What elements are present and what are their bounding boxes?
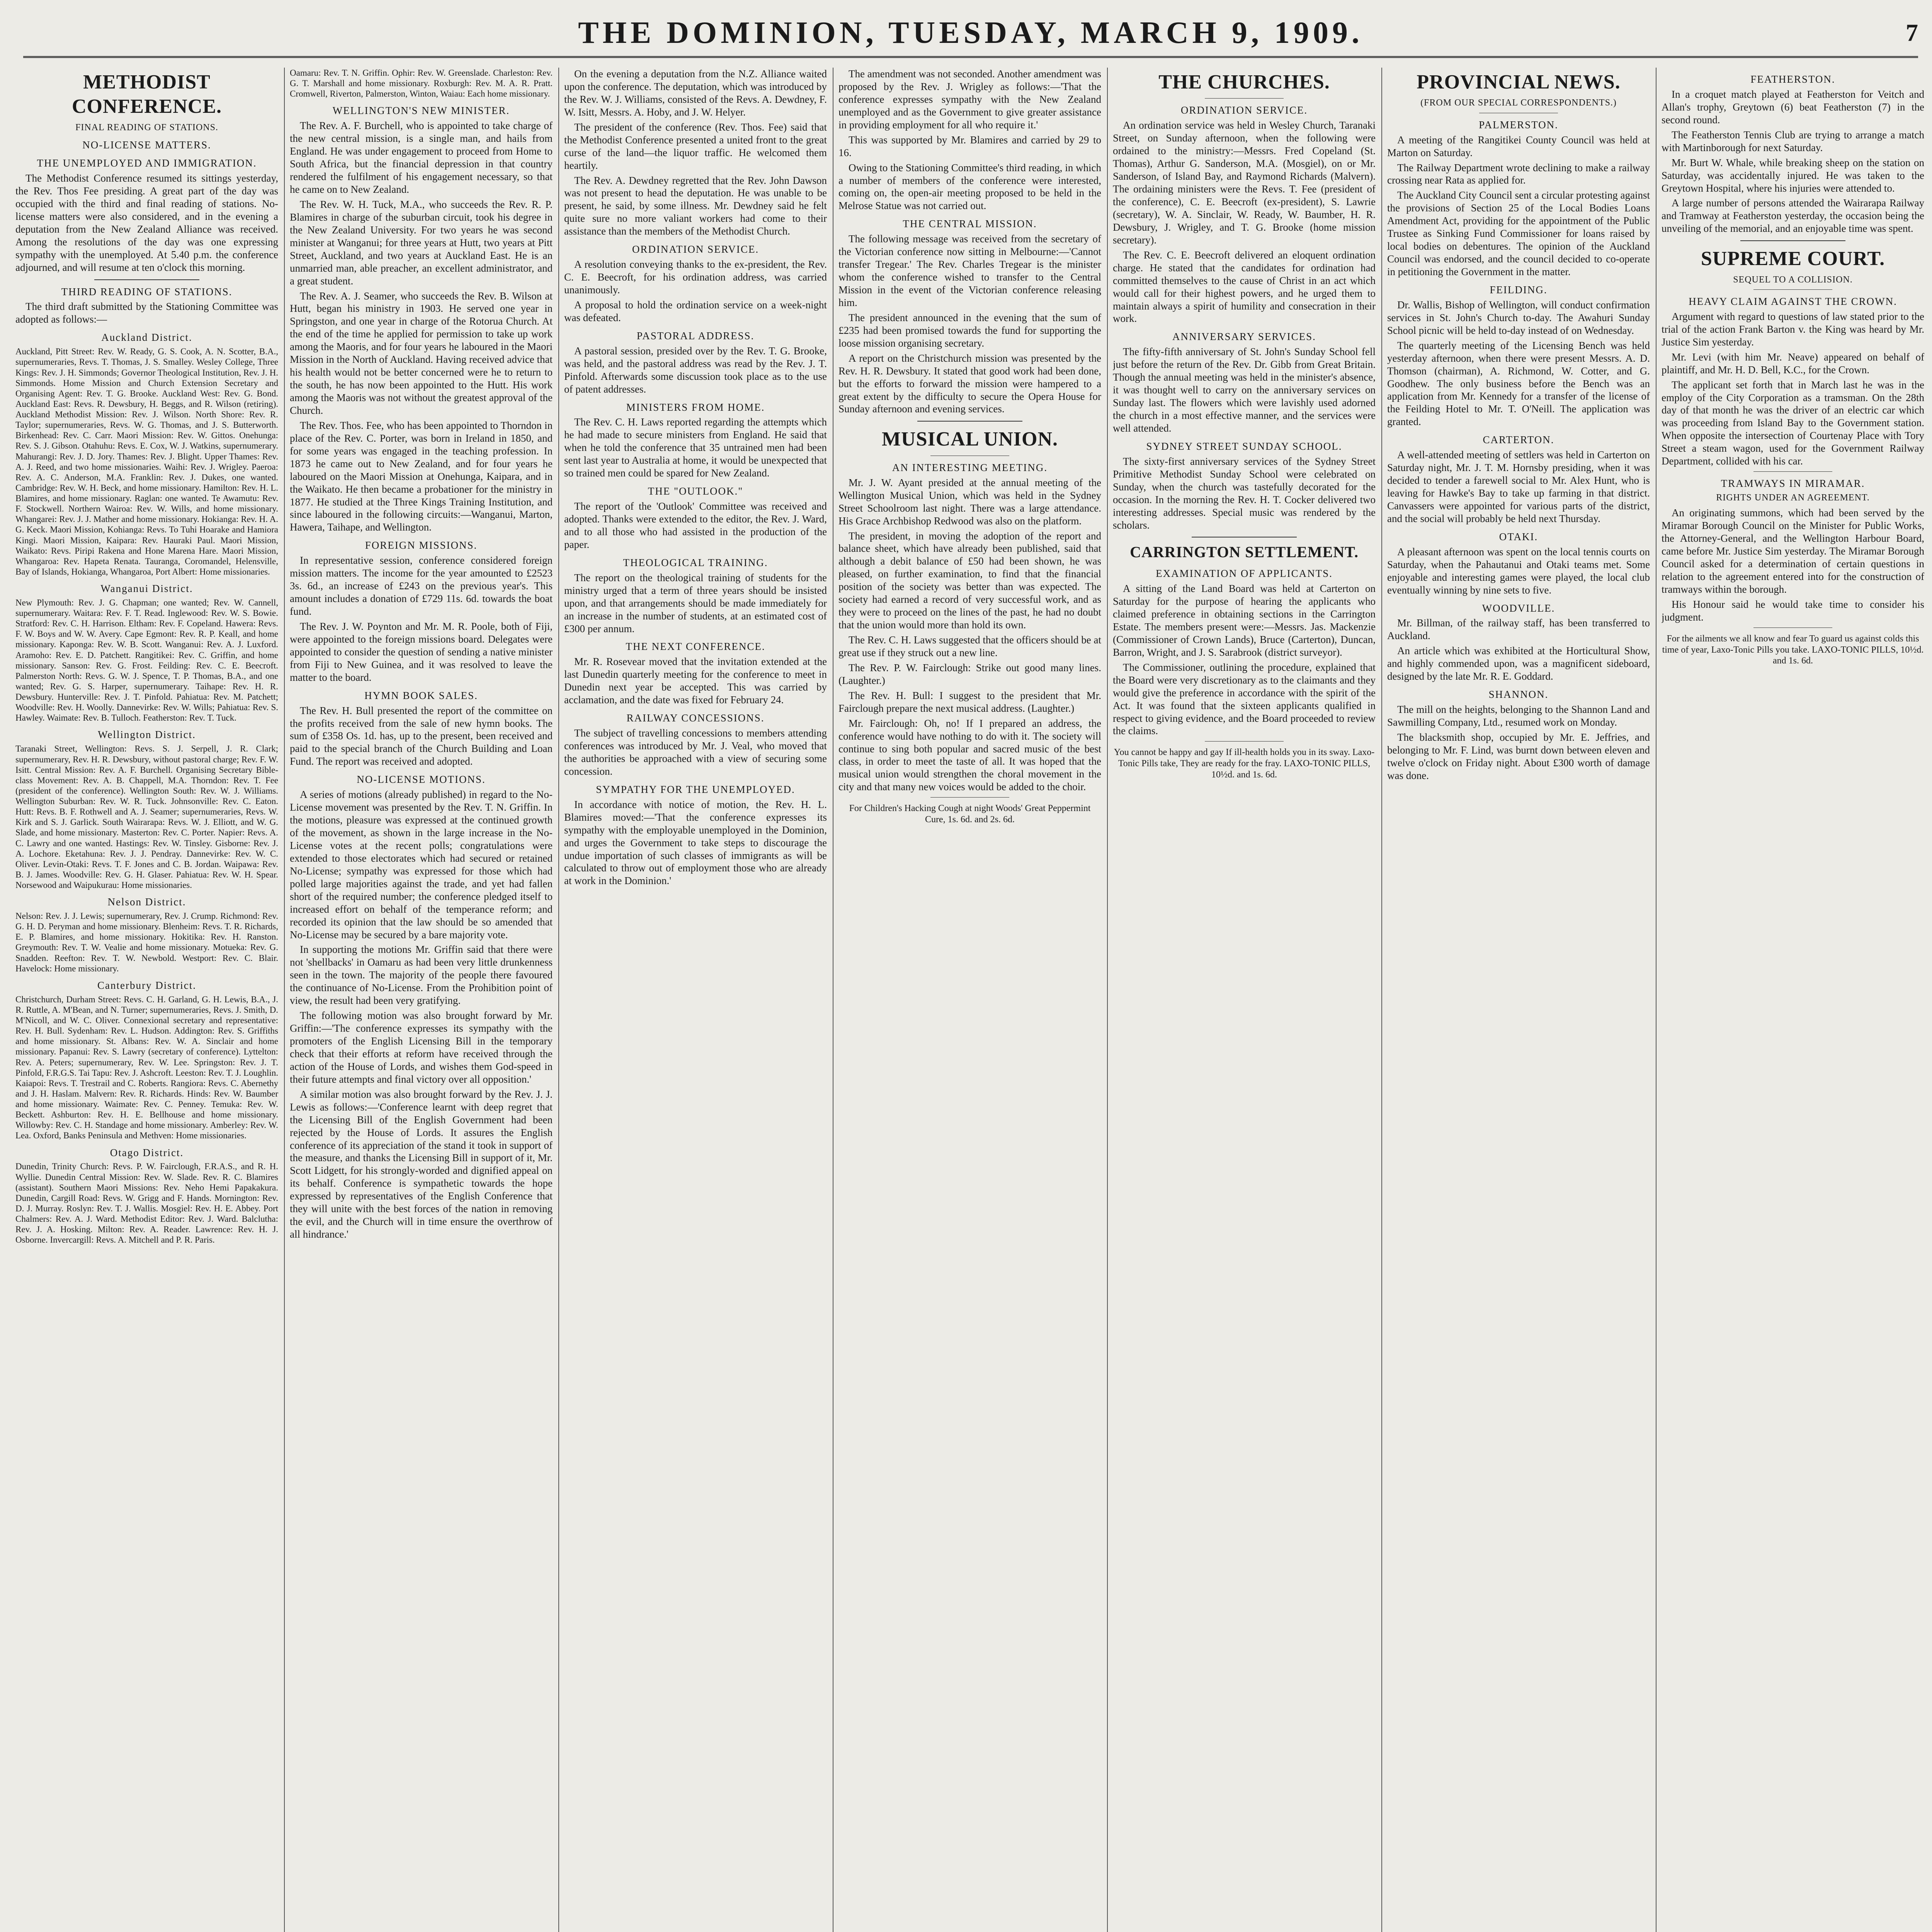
headline-the-churches: THE CHURCHES. (1158, 71, 1330, 93)
paragraph: An ordination service was held in Wesley Church, Taranaki Street, on Sunday afternoon, when the following were ordained to the ministry:—Messrs. Fred Copeland (St. Thomas), Arthur G. Sanderson, M.A. (Mosgiel), on or Mr. Sanderson, of Island Bay, and Raymond Richards (Malvern). The ordaining ministers were the Revs. T. Fee (president of the conference), C. E. Beecroft (ex-president), S. Lawrie (secretary), W. A. Sinclair, W. Ready, W. Baumber, H. R. Dewsbury, J. Wrigley, and T. G. Brooke (home mission secretary). (1113, 119, 1376, 246)
section-heading: THIRD READING OF STATIONS. (61, 286, 233, 298)
divider-rule (94, 279, 199, 280)
town-heading: FEATHERSTON. (1750, 73, 1835, 85)
column-divider (1381, 68, 1382, 1932)
masthead-rule (23, 56, 1918, 58)
town-heading: OTAKI. (1499, 531, 1538, 543)
headline-carrington-settlement: CARRINGTON SETTLEMENT. (1130, 543, 1359, 561)
paragraph: The president, in moving the adoption of the report and balance sheet, which have already been published, said that although a debit balance of £50 had been shown, he was pleased, on further examination, to find that the financial position of the society was better than was expected. The society had earned a record of very successful work, and as they were to proceed on the lines of the past, he had no doubt that the union would more than hold its own. (838, 530, 1101, 631)
column-6 (1387, 68, 1650, 1932)
divider-rule (1205, 741, 1284, 742)
subhead-agreement: RIGHTS UNDER AN AGREEMENT. (1716, 493, 1870, 503)
subhead-collision: SEQUEL TO A COLLISION. (1733, 274, 1853, 285)
advertisement: You cannot be happy and gay If ill-health holds you in its sway. Laxo-Tonic Pills take, They are ready for the fray. LAXO-TONIC PILLS, 10½d. and 1s. 6d. (1114, 747, 1375, 780)
column-divider (284, 68, 285, 1932)
paragraph: The Rev. C. H. Laws reported regarding the attempts which he had made to secure ministers from England. He said that when he told the conference that 35 untrained men had been sent last year to Australia at home, it would be unexpected that so trained men could be spared for New Zealand. (564, 416, 827, 479)
section-heading: FOREIGN MISSIONS. (365, 539, 478, 551)
paragraph: The third draft submitted by the Stationing Committee was adopted as follows:— (15, 301, 278, 325)
paragraph: Dr. Wallis, Bishop of Wellington, will conduct confirmation services in St. John's Church to-day. The Awahuri Sunday School picnic will be held to-day instead of on Wednesday. (1387, 299, 1650, 336)
paragraph: Nelson: Rev. J. J. Lewis; supernumerary, Rev. J. Crump. Richmond: Rev. G. H. D. Peryman and home missionary. Blenheim: Revs. T. R. Richards, E. P. Blamires, and home missionary. Hokitika: Rev. H. Ranston. Greymouth: Rev. T. W. Vealie and home missionary. Motueka: Rev. G. Snadden. Reefton: Rev. T. W. Newbold. Westport: Rev. C. Blair. Havelock: Home missionary. (15, 911, 278, 973)
paragraph: Mr. J. W. Ayant presided at the annual meeting of the Wellington Musical Union, which was held in the Sydney Street Schoolroom last night. There was a large attendance. His Grace Archbishop Redwood was also on the platform. (838, 476, 1101, 527)
paragraph: A similar motion was also brought forward by the Rev. J. J. Lewis as follows:—'Conference learnt with deep regret that the Licensing Bill of the English Government had been rejected by the House of Lords. It assures the English conference of its appreciation of the stand it took in support of the measure, and thanks the Licensing Bill in support of it, Mr. Scott Lidgett, for his strongly-worded and dignified appeal on its behalf. Conference is sympathetic towards the hope expressed by representatives of the English Conference that they will unite with the best forces of the nation in removing the evil, and the Church will in time ensure the overthrow of all hindrance.' (290, 1088, 553, 1240)
paragraph: Argument with regard to questions of law stated prior to the trial of the action Frank Barton v. the King was heard by Mr. Justice Sim yesterday. (1662, 310, 1924, 348)
district-heading: Canterbury District. (97, 979, 196, 991)
paragraph: A pastoral session, presided over by the Rev. T. G. Brooke, was held, and the pastoral address was read by the Rev. J. T. Pinfold. Afterwards some discussion took place as to the use of patent addresses. (564, 345, 827, 395)
paragraph: The Rev. A. J. Seamer, who succeeds the Rev. B. Wilson at Hutt, began his ministry in 1903. He served one year in Springston, and one year in charge of the Rotorua Church. At the end of the time he applied for permission to take up work among the Maoris, and for four years he laboured in the Maori Mission in the North of Auckland. Having received advice that his health would not be better concerned were he to return to the south, he has now been appointed to the Hutt. His work among the Maoris was not without the greatest approval of the Church. (290, 290, 553, 416)
paragraph: The Rev. A. Dewdney regretted that the Rev. John Dawson was not present to head the deputation. He was unable to be present, he said, by some illness. Mr. Dewdney said he felt quite sure no more valiant workers had come to their assistance than the members of the Methodist Church. (564, 174, 827, 237)
paragraph: The Featherston Tennis Club are trying to arrange a match with Martinborough for next Saturday. (1662, 129, 1924, 153)
paragraph: The following motion was also brought forward by Mr. Griffin:—'The conference expresses its sympathy with the promoters of the English Licensing Bill in the temporary check that their efforts at reform have received through the action of the House of Lords, and wishes them God-speed in their future attempts and final victory over all opposition.' (290, 1010, 553, 1085)
paragraph: In representative session, conference considered foreign mission matters. The income for the year amounted to £2523 3s. 6d., an increase of £243 on the previous year's. This amount includes a donation of £729 11s. 6d. towards the boat fund. (290, 554, 553, 617)
divider-rule (930, 797, 1009, 798)
section-heading: THE UNEMPLOYED AND IMMIGRATION. (37, 157, 257, 169)
district-heading: Nelson District. (107, 896, 186, 908)
paragraph: A series of motions (already published) in regard to the No-License movement was presented by the Rev. T. N. Griffin. In the motions, pleasure was expressed at the continued growth of the movement, as shown in the large increase in the No-License votes at the recent polls; congratulations were extended to those electorates which had secured or retained No-License; sympathy was expressed for those which had polled large majorities against the trade, and yet had fallen short of the required number; the conference pledged itself to increased effort on behalf of the temperance reform; and recorded its opinion that the law should be so amended that No-License may be secured by a bare majority vote. (290, 789, 553, 940)
divider-rule (1205, 98, 1284, 99)
section-heading: THE CENTRAL MISSION. (903, 218, 1037, 230)
paragraph: Mr. Burt W. Whale, while breaking sheep on the station on Saturday, was accidentally injured. He was taken to the Greytown Hospital, where his injuries were attended to. (1662, 156, 1924, 194)
paragraph: Mr. Fairclough: Oh, no! If I prepared an address, the conference would have nothing to do with it. The society will continue to sing both popular and sacred music of the best class, in order to meet the taste of all. It was hoped that the musical union would strengthen the choral movement in the city and that many new voices would be added to the choir. (838, 717, 1101, 793)
paragraph: A report on the Christchurch mission was presented by the Rev. H. R. Dewsbury. It stated that good work had been done, but the efforts to forward the mission were hampered to a great extent by the difficulty to secure the Opera House for Sunday afternoon and evening services. (838, 352, 1101, 415)
paragraph: In supporting the motions Mr. Griffin said that there were not 'shellbacks' in Oamaru as had been very little drunkenness seen in the town. The majority of the people there favoured the continuance of No-License. From the Prohibition point of view, the result had been very gratifying. (290, 944, 553, 1007)
subhead-final-reading: FINAL READING OF STATIONS. (75, 122, 218, 133)
paragraph: The quarterly meeting of the Licensing Bench was held yesterday afternoon, when there were present Messrs. A. D. Thomson (chairman), A. Richmond, W. Cotter, and G. Goodhew. The only business before the Bench was an application from Mr. Kennedy for a transfer of the license of the Feilding Hotel to Mr. T. O'Neill. The application was granted. (1387, 339, 1650, 428)
page-number: 7 (1906, 19, 1918, 46)
paragraph: Owing to the Stationing Committee's third reading, in which a number of members of the conference were interested, coming on, the open-air meeting proposed to be held in the Melrose Statue was not carried out. (838, 162, 1101, 212)
paragraph: A sitting of the Land Board was held at Carterton on Saturday for the purpose of hearing the applicants who claimed preference in obtaining sections in the Carrington Estate. The members present were:—Messrs. Jas. Mackenzie (Commissioner of Crown Lands), Bruce (Carterton), Duncan, Barron, Wright, and J. S. Sarabrook (district surveyor). (1113, 583, 1376, 658)
column-divider (558, 68, 559, 1932)
column-1 (15, 68, 278, 1932)
paragraph: Dunedin, Trinity Church: Revs. P. W. Fairclough, F.R.A.S., and R. H. Wyllie. Dunedin Central Mission: Rev. W. Slade. Rev. R. C. Blamires (assistant). Southern Maori Missions: Rev. Neho Hemi Papakakura. Dunedin, Cargill Road: Revs. W. Grigg and F. Hands. Mornington: Rev. D. J. Murray. Roslyn: Rev. T. J. Wallis. Mosgiel: Rev. H. E. Abbey. Port Chalmers: Rev. A. J. Ward. Methodist Editor: Rev. J. Ward. Balclutha: Rev. J. A. Hosking. Milton: Rev. A. Reader. Lawrence: Rev. H. J. Osborne. Invercargill: Revs. A. Mitchell and P. R. Paris. (15, 1162, 278, 1245)
paragraph: Oamaru: Rev. T. N. Griffin. Ophir: Rev. W. Greenslade. Charleston: Rev. G. T. Marshall and home missionary. Roxburgh: Rev. M. A. R. Pratt. Cromwell, Riverton, Palmerston, Winton, Waiau: Each home missionary. (290, 68, 553, 99)
paragraph: The Rev. H. Bull presented the report of the committee on the profits received from the sale of new hymn books. The sum of £358 Os. 1d. has, up to the present, been received and paid to the special branch of the Church Building and Loan Fund. The report was received and adopted. (290, 704, 553, 767)
paragraph: The sixty-first anniversary services of the Sydney Street Primitive Methodist Sunday School were celebrated on Sunday, when the church was tastefully decorated for the occasion. In the morning the Rev. H. T. Cocker delivered two interesting addresses. Special music was rendered by the scholars. (1113, 455, 1376, 531)
divider-rule (1740, 240, 1845, 241)
paragraph: This was supported by Mr. Blamires and carried by 29 to 16. (838, 134, 1101, 158)
section-heading: WELLINGTON'S NEW MINISTER. (332, 105, 510, 117)
paragraph: Mr. Levi (with him Mr. Neave) appeared on behalf of plaintiff, and Mr. H. D. Bell, K.C., for the Crown. (1662, 351, 1924, 376)
paragraph: A well-attended meeting of settlers was held in Carterton on Saturday night, Mr. J. T. M. Hornsby presiding, when it was decided to tender a farewell social to Mr. Alex Hunt, who is leaving for Hawke's Bay to take up farming in that district. Canvassers were appointed for various parts of the district, and the social will probably be held next Thursday. (1387, 449, 1650, 524)
district-heading: Wanganui District. (100, 583, 193, 595)
paragraph: An article which was exhibited at the Horticultural Show, and highly commended upon, was a magnificent sideboard, designed by the late Mr. R. E. Goddard. (1387, 645, 1650, 682)
headline-methodist-conference: METHODIST CONFERENCE. (71, 71, 222, 118)
section-heading: PASTORAL ADDRESS. (636, 330, 755, 342)
paragraph: The applicant set forth that in March last he was in the employ of the City Corporation as a tramsman. On the 28th day of that month he was the driver of an electric car which was proceeding from Island Bay to the Government station. When opposite the intersection of Courtenay Place with Tory Street a steam wagon, used for the Government Railway Department, collided with his car. (1662, 379, 1924, 467)
paragraph: The president of the conference (Rev. Thos. Fee) said that the Methodist Conference presented a united front to the great curse of the land—the liquor traffic. He welcomed them heartily. (564, 121, 827, 171)
section-heading: THEOLOGICAL TRAINING. (623, 556, 768, 568)
headline-supreme-court: SUPREME COURT. (1701, 248, 1885, 270)
paragraph: The mill on the heights, belonging to the Shannon Land and Sawmilling Company, Ltd., resumed work on Monday. (1387, 704, 1650, 728)
divider-rule (1753, 289, 1832, 290)
paragraph: Mr. R. Rosevear moved that the invitation extended at the last Dunedin quarterly meeting for the conference to meet in Dunedin next year be accepted. This was carried by acclamation, and the date was fixed for February 24. (564, 656, 827, 706)
town-heading: WOODVILLE. (1482, 602, 1555, 614)
masthead-title: THE DOMINION, TUESDAY, MARCH 9, 1909. (578, 16, 1363, 50)
column-2 (290, 68, 553, 1932)
paragraph: His Honour said he would take time to consider his judgment. (1662, 598, 1924, 623)
paragraph: The fifty-fifth anniversary of St. John's Sunday School fell just before the return of the Rev. Dr. Gibb from Great Britain. Though the annual meeting was held in the minister's absence, it was thought well to carry on the anniversary services on Sunday last. The flowers which were lavishly used adorned the church in a most effective manner, and the services were well attended. (1113, 346, 1376, 434)
section-heading: HEAVY CLAIM AGAINST THE CROWN. (1689, 295, 1897, 307)
section-heading: ORDINATION SERVICE. (1180, 104, 1308, 116)
paragraph: The amendment was not seconded. Another amendment was proposed by the Rev. J. Wrigley as follows:—'That the conference expresses sympathy with the New Zealand unemployed and as the Government to give greater assistance in providing employment for all who require it.' (838, 68, 1101, 131)
divider-rule (1753, 471, 1832, 472)
paragraph: The subject of travelling concessions to members attending conferences was introduced by Mr. J. Veal, who moved that the authorities be approached with a view of securing some concession. (564, 727, 827, 777)
headline-musical-union: MUSICAL UNION. (881, 428, 1058, 451)
paragraph: New Plymouth: Rev. J. G. Chapman; one wanted; Rev. W. Cannell, supernumerary. Waitara: Rev. F. T. Read. Inglewood: Rev. W. S. Bowie. Stratford: Rev. C. H. Harrison. Eltham: Rev. F. Copeland. Hawera: Revs. F. W. Boys and W. W. Avery. Cape Egmont: Rev. R. P. Keall, and home missionary. Kaponga: Rev. W. B. Scott. Wanganui: Rev. A. J. Luxford. Aramoho: Rev. E. D. Patchett. Rangitikei: Rev. C. Griffin, and home missionary. Sanson: Rev. G. Frost. Feilding: Rev. C. E. Beecroft. Palmerston North: Revs. G. W. J. Spence, T. P. Thomas, B.A., and one wanted; Rev. G. S. Harper, supernumerary. Taihape: Rev. H. R. Dewsbury. Hunterville: Rev. J. T. Pinfold. Pahiatua: Rev. M. Patchett; Woodville: Rev. H. Woolly. Dannevirke: Rev. W. Wills; Pahiatua: Rev. S. Hawley. Waimate: Rev. B. Tulloch. Featherston: Rev. T. Tuck. (15, 597, 278, 723)
column-4 (838, 68, 1101, 1932)
subhead-correspondents: (FROM OUR SPECIAL CORRESPONDENTS.) (1420, 98, 1617, 108)
section-heading: EXAMINATION OF APPLICANTS. (1156, 568, 1333, 580)
paragraph: The following message was received from the secretary of the Victorian conference now sitting in Melbourne:—'Cannot transfer Tregear.' The Rev. Charles Tregear is the minister whom the conference wished to transfer to the Central Mission in the event of the Victorian conference releasing him. (838, 233, 1101, 308)
paragraph: In a croquet match played at Featherston for Veitch and Allan's trophy, Greytown (6) beat Featherston (7) in the second round. (1662, 88, 1924, 126)
section-heading: ANNIVERSARY SERVICES. (1172, 331, 1316, 343)
section-heading: NO-LICENSE MATTERS. (82, 139, 211, 151)
paragraph: The Railway Department wrote declining to make a railway crossing near Rata as applied for. (1387, 162, 1650, 186)
section-heading: AN INTERESTING MEETING. (892, 461, 1048, 473)
section-heading: NO-LICENSE MOTIONS. (357, 774, 486, 786)
paragraph: The Rev. H. Bull: I suggest to the president that Mr. Fairclough prepare the next musical address. (Laughter.) (838, 689, 1101, 714)
paragraph: The president announced in the evening that the sum of £235 had been promised towards the fund for supporting the loose mission organising secretary. (838, 311, 1101, 349)
section-heading: THE NEXT CONFERENCE. (626, 641, 765, 653)
town-heading: SHANNON. (1488, 689, 1549, 701)
section-heading: HYMN BOOK SALES. (364, 689, 478, 701)
paragraph: On the evening a deputation from the N.Z. Alliance waited upon the conference. The deputation, which was introduced by the Rev. W. J. Williams, consisted of the Revs. A. Dewdney, F. W. Isitt, Messrs. A. Hoby, and J. W. Helyer. (564, 68, 827, 118)
paragraph: A proposal to hold the ordination service on a week-night was defeated. (564, 299, 827, 323)
paragraph: The report on the theological training of students for the ministry urged that a term of three years should be insisted upon, and that arrangements should be made immediately for an increase in the number of students, at an estimated cost of £300 per annum. (564, 571, 827, 634)
paragraph: The blacksmith shop, occupied by Mr. E. Jeffries, and belonging to Mr. F. Lind, was burnt down between eleven and twelve o'clock on Friday night. About £300 worth of damage was done. (1387, 731, 1650, 781)
column-7 (1662, 68, 1924, 1932)
town-heading: CARTERTON. (1483, 434, 1554, 446)
paragraph: A large number of persons attended the Wairarapa Railway and Tramway at Featherston yesterday, the occasion being the unveiling of the memorial, and an enjoyable time was spent. (1662, 197, 1924, 235)
column-3 (564, 68, 827, 1932)
district-heading: Otago District. (110, 1146, 184, 1158)
section-heading: SYDNEY STREET SUNDAY SCHOOL. (1146, 440, 1342, 452)
column-divider (1107, 68, 1108, 1932)
paragraph: Taranaki Street, Wellington: Revs. S. J. Serpell, J. R. Clark; supernumerary, Rev. H. R. Dewsbury, without pastoral charge; Rev. F. W. Isitt. Central Mission: Rev. A. F. Burchell. Organising Secretary Bible-class Movement: Rev. A. B. Chappell, M.A. Thorndon: Rev. T. Fee (president of the conference). Wellington South: Rev. W. J. Williams. Wellington Suburban: Rev. W. R. Tuck. Johnsonville: Rev. C. Eaton. Hutt: Revs. B. F. Rothwell and A. J. Seamer; supernumeraries, Revs. W. Kirk and S. J. Garlick. South Wairarapa: Revs. W. J. Elliott, and W. G. Slade, and home missionary. Masterton: Rev. C. Porter. Napier: Revs. A. C. Lawry and one wanted. Hastings: Rev. W. Tinsley. Gisborne: Rev. J. A. Lochore. Eketahuna: Rev. J. J. Pendray. Dannevirke: Rev. W. C. Oliver. Levin-Otaki: Revs. T. F. Jones and C. B. Jordan. Waipawa: Rev. B. J. James. Woodville: Rev. G. H. Glaser. Pahiatua: Rev. W. H. Spear. Norsewood and Waipukurau: Home missionaries. (15, 744, 278, 890)
paragraph: The Rev. P. W. Fairclough: Strike out good many lines. (Laughter.) (838, 662, 1101, 686)
paragraph: The Rev. W. H. Tuck, M.A., who succeeds the Rev. R. P. Blamires in charge of the suburban circuit, took his degree in the New Zealand University. For two years he was second minister at Wanganui; for three years at Hutt, two years at Pitt Street, Auckland, and two years at Auckland East. He is an unmarried man, able preacher, an excellent administrator, and a great student. (290, 198, 553, 287)
section-heading: ORDINATION SERVICE. (632, 243, 759, 255)
paragraph: The Auckland City Council sent a circular protesting against the provisions of Section 25 of the Local Bodies Loans Amendment Act, providing for the appointment of the Public Trustee as Sinking Fund Commissioner for loans raised by local bodies on debentures. The opinion of the Auckland Council was endorsed, and the council decided to co-operate in petitioning the Government in the matter. (1387, 189, 1650, 278)
town-heading: PALMERSTON. (1479, 119, 1558, 131)
section-heading: THE "OUTLOOK." (648, 485, 743, 497)
section-heading: RAILWAY CONCESSIONS. (626, 712, 765, 724)
column-5 (1113, 68, 1376, 1932)
paragraph: A pleasant afternoon was spent on the local tennis courts on Saturday, when the Pahautanui and Otaki teams met. Some enjoyable and interesting games were played, the local club eventually winning by nine sets to five. (1387, 546, 1650, 596)
section-heading: TRAMWAYS IN MIRAMAR. (1721, 478, 1865, 490)
section-heading: SYMPATHY FOR THE UNEMPLOYED. (596, 783, 795, 795)
paragraph: A resolution conveying thanks to the ex-president, the Rev. C. E. Beecroft, for his ordination address, was carried unanimously. (564, 259, 827, 296)
paragraph: Christchurch, Durham Street: Revs. C. H. Garland, G. H. Lewis, B.A., J. R. Ruttle, A. M'Bean, and N. Turner; supernumeraries, Revs. J. Smith, D. M'Nicoll, and W. C. Oliver. Connexional secretary and representative: Rev. H. Bull. Sydenham: Rev. L. Hudson. Addington: Rev. S. Griffiths and home missionary. St. Albans: Rev. W. A. Sinclair and home missionary. Papanui: Rev. S. Lawry (secretary of conference). Lyttelton: Rev. A. Peters; supernumerary, Rev. W. Lee. Springston: Rev. J. T. Pinfold, F.R.G.S. Tai Tapu: Rev. J. Ashcroft. Leeston: Rev. T. J. Loughlin. Kaiapoi: Revs. T. Trestrail and C. Roberts. Rangiora: Revs. C. Abernethy and J. H. Haslam. Malvern: Rev. R. Richards. Hinds: Rev. W. Baumber and home missionary. Waimate: Rev. C. Penney. Temuka: Rev. W. Beckett. Ashburton: Rev. H. E. Bellhouse and home missionary. Willowby: Rev. C. H. Standage and home missionary. Amberley: Rev. W. Lea. Oxford, Banks Peninsula and Methven: Home missionaries. (15, 994, 278, 1141)
paragraph: The Methodist Conference resumed its sittings yesterday, the Rev. Thos Fee presiding. A great part of the day was occupied with the third and final reading of stations. No-license matters were also considered, and in the evening a deputation from the New Zealand Alliance was received. Among the resolutions of the day was one expressing sympathy with the unemployed. At 5.40 p.m. the conference adjourned, and will resume at ten o'clock this morning. (15, 172, 278, 273)
paragraph: Auckland, Pitt Street: Rev. W. Ready, G. S. Cook, A. N. Scotter, B.A., supernumeraries, Revs. T. Thomas, J. S. Smalley. Wesley College, Three Kings: Rev. J. H. Simmonds; Governor Theological Institution, Rev. J. H. Simmonds. Home Mission and Church Extension Secretary and Organising Agent: Rev. T. G. Brooke. Auckland West: Rev. G. Bond. Auckland East: Revs. R. Dewsbury, H. Beggs, and R. Wilson (retiring). Auckland Methodist Mission: Rev. J. Wilson. North Shore: Rev. R. Taylor; supernumeraries, Revs. W. G. Thomas, and J. S. Butterworth. Birkenhead: Rev. C. Carr. Maori Mission: Rev. W. Gittos. Onehunga: Rev. S. J. Gibson. Otahuhu: Revs. E. Cox, W. J. Watkins, supernumerary. Mahurangi: Rev. J. D. Jory. Thames: Rev. J. Blight. Upper Thames: Rev. A. J. Reed, and two home missionaries. Waihi: Rev. J. Wrigley. Paeroa: Rev. A. C. Anderson, M.A. Franklin: Rev. J. Dukes, one wanted. Cambridge: Rev. W. H. Beck, and home missionary. Hamilton: Rev. H. L. Blamires, and home missionary. Raglan: one wanted. Te Awamutu: Rev. F. Stockwell. Northern Wairoa: Rev. W. Wills, and home missionary. Whangarei: Rev. J. J. Mather and home missionary. Hokianga: Rev. H. A. G. Keck. Maori Mission, Kohianga: Revs. To Tuhi Hoarake and Hamiora Kingi. Maori Mission, Kaipara: Rev. Hauraki Paul. Maori Mission, Waikato: Revs. Piripi Rakena and Hone Marena Hare. Maori Mission, Whangaroa: Rev. Hapeta Renata. Tauranga, Coromandel, Helensville, Bay of Islands, Hokianga, Whangaroa, Port Albert: Home missionaries. (15, 347, 278, 577)
paragraph: The Rev. Thos. Fee, who has been appointed to Thorndon in place of the Rev. C. Porter, was born in Ireland in 1850, and for some years was engaged in the teaching profession. In 1873 he came out to New Zealand, and for four years he laboured on the Maori Mission at Onehunga, Kaipara, and in the Waikato. He then became a probationer for the ministry in 1877. He studied at the Three Kings Training Institution, and since laboured in the following circuits:—Wanganui, Marton, Hawera, Taihape, and Wellington. (290, 419, 553, 533)
divider-rule (917, 421, 1022, 422)
paragraph: Mr. Billman, of the railway staff, has been transferred to Auckland. (1387, 617, 1650, 642)
paragraph: The Rev. A. F. Burchell, who is appointed to take charge of the new central mission, is a single man, and hails from England. He was under engagement to proceed from Home to South Africa, but the financial depression in that country rendered the fulfilment of his engagement necessary, so that he came on to New Zealand. (290, 120, 553, 195)
paragraph: The Rev. J. W. Poynton and Mr. M. R. Poole, both of Fiji, were appointed to the foreign missions board. Delegates were appointed to consider the question of sending a native minister from Fiji to New Guinea, and it was resolved to leave the matter to the board. (290, 620, 553, 683)
paragraph: The Rev. C. H. Laws suggested that the officers should be at great use if they struck out a new line. (838, 634, 1101, 658)
advertisement: For the ailments we all know and fear To guard us against colds this time of year, Laxo-Tonic Pills you take. LAXO-TONIC PILLS, 10½d. and 1s. 6d. (1662, 633, 1924, 666)
advertisement: For Children's Hacking Cough at night Woods' Great Peppermint Cure, 1s. 6d. and 2s. 6d. (849, 803, 1091, 825)
paragraph: The Commissioner, outlining the procedure, explained that the Board were very discretionary as to the claimants and they would give the preference in accordance with the spirit of the Act. It was found that the sixteen applicants qualified in respect to giving evidence, and the Board proceeded to review the claims. (1113, 661, 1376, 737)
section-heading: MINISTERS FROM HOME. (626, 401, 765, 413)
paragraph: In accordance with notice of motion, the Rev. H. L. Blamires moved:—'That the conference expresses its sympathy with the employable unemployed in the Dominion, and urges the Government to take steps to discourage the undue importation of such classes of immigrants as will be calculated to throw out of employment those who are already at work in the Dominion.' (564, 798, 827, 887)
paragraph: An originating summons, which had been served by the Miramar Borough Council on the Minister for Public Works, the Attorney-General, and the Wellington Harbour Board, came before Mr. Justice Sim yesterday. The Miramar Borough Council asked for a determination of certain questions in relation to the agreement entered into for the construction of tramways within the borough. (1662, 507, 1924, 595)
paragraph: The report of the 'Outlook' Committee was received and adopted. Thanks were extended to the editor, the Rev. J. Ward, and to all those who had assisted in the production of the paper. (564, 500, 827, 550)
district-heading: Auckland District. (101, 332, 192, 344)
paragraph: The Rev. C. E. Beecroft delivered an eloquent ordination charge. He stated that the candidates for ordination had committed themselves to the cause of Christ in an act which would call for their highest powers, and he urged them to maintain always a spirit of humility and consecration in their work. (1113, 249, 1376, 325)
headline-provincial-news: PROVINCIAL NEWS. (1417, 71, 1621, 93)
paragraph: A meeting of the Rangitikei County Council was held at Marton on Saturday. (1387, 134, 1650, 158)
town-heading: FEILDING. (1490, 284, 1548, 296)
district-heading: Wellington District. (98, 729, 196, 741)
masthead (23, 12, 1918, 58)
